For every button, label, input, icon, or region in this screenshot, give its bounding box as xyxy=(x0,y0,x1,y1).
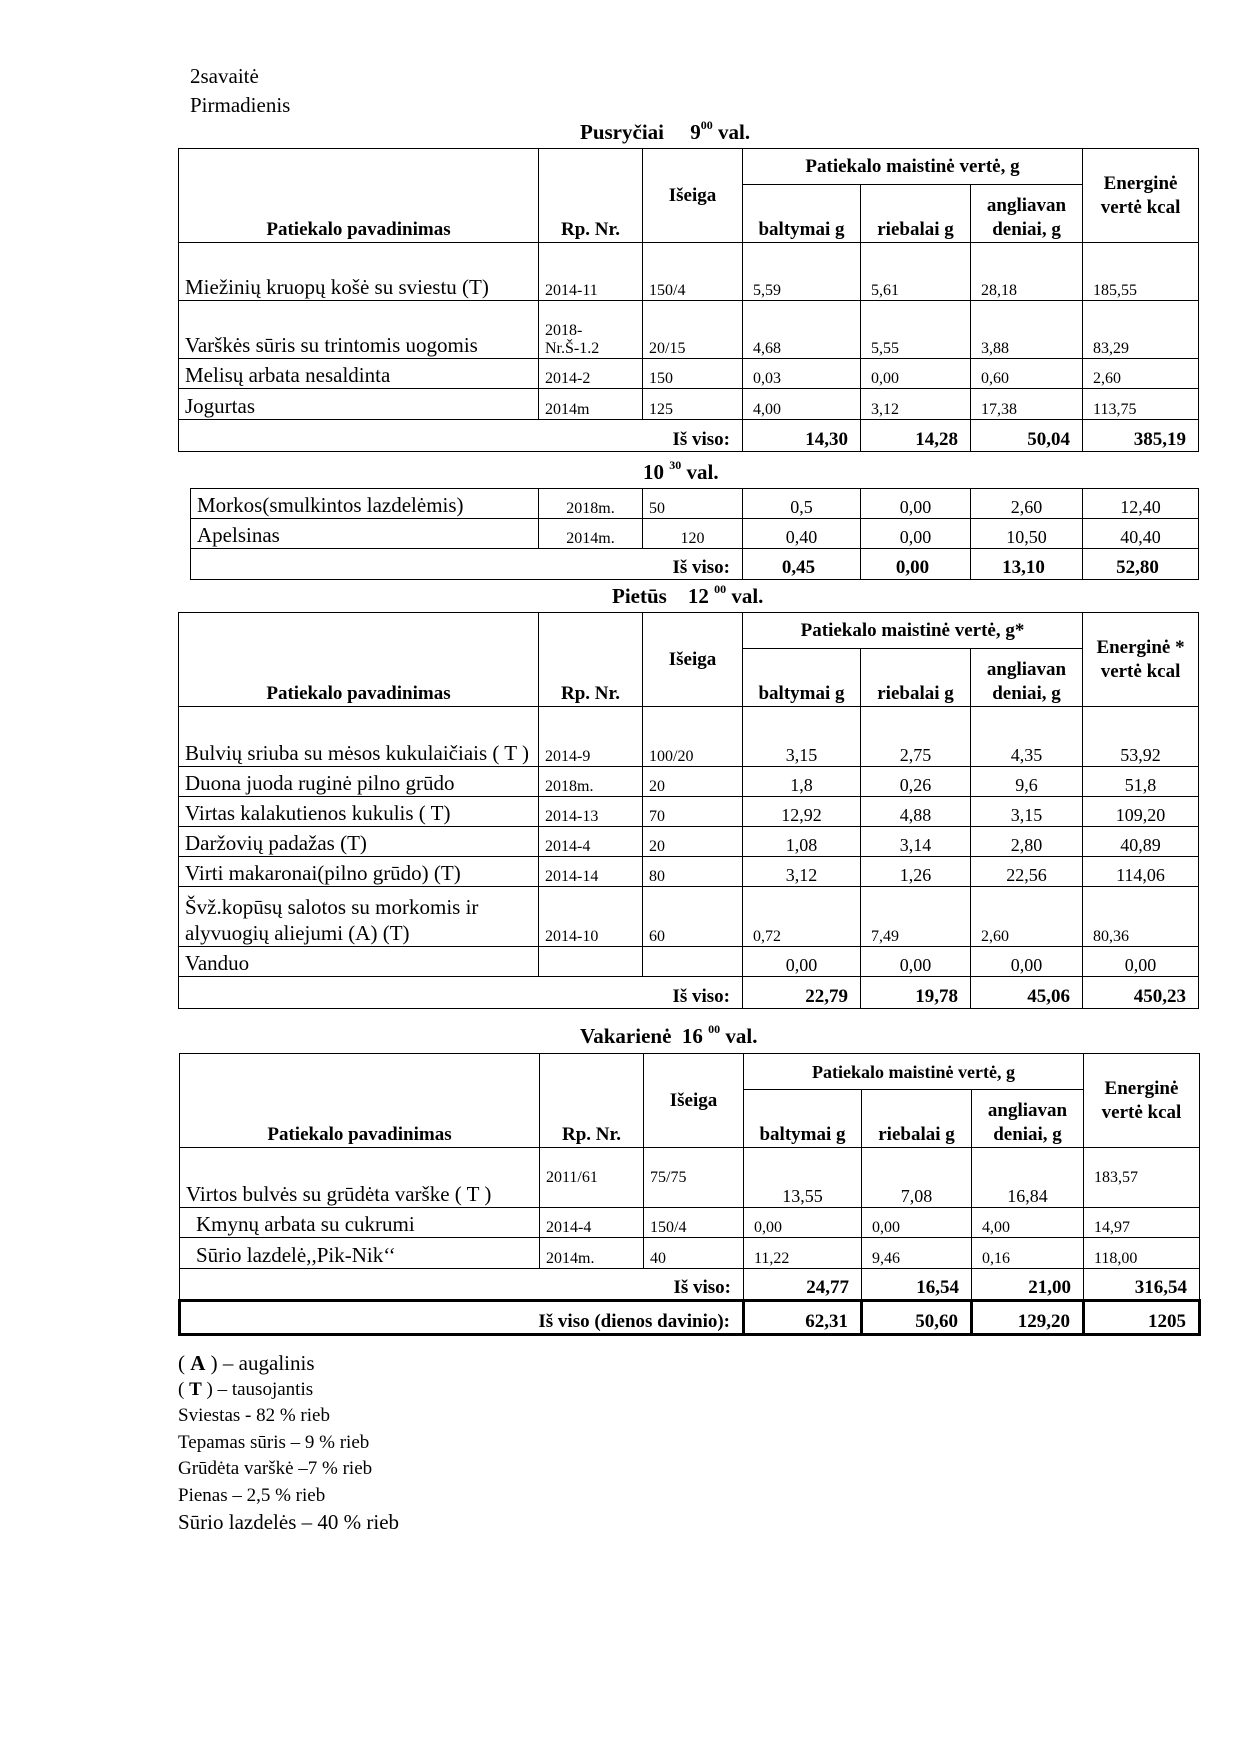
table-row xyxy=(179,947,1199,977)
table-row xyxy=(191,519,1199,549)
recipe-no: 2014-14 xyxy=(539,857,643,887)
protein: 5,59 xyxy=(743,243,861,301)
yield: 50 xyxy=(643,489,743,519)
fat: 2,75 xyxy=(861,707,971,767)
col-nutrition-header: Patiekalo maistinė vertė, g xyxy=(744,1054,1084,1090)
snack-title: 10 $^{30}$ val. xyxy=(643,458,719,484)
col-protein-header: baltymai g xyxy=(744,1090,862,1148)
carbs: 3,15 xyxy=(971,797,1083,827)
col-fat-header: riebalai g xyxy=(861,185,971,243)
total-kcal: 450,23 xyxy=(1083,977,1199,1009)
fat: 0,00 xyxy=(861,947,971,977)
carbs: 22,56 xyxy=(971,857,1083,887)
dish-name: Vanduo xyxy=(179,947,539,977)
total-carbs: 50,04 xyxy=(971,420,1083,452)
table-row xyxy=(179,707,1199,767)
dish-name: Švž.kopūsų salotos su morkomis ir alyvuogių aliejumi (A) (T) xyxy=(179,887,539,947)
recipe-no: 2011/61 xyxy=(540,1148,644,1208)
note-cheese-sticks: Sūrio lazdelės – 40 % rieb xyxy=(178,1510,400,1534)
carbs: 4,00 xyxy=(972,1208,1084,1238)
dish-name: Virti makaronai(pilno grūdo) (T) xyxy=(179,857,539,887)
kcal: 185,55 xyxy=(1083,243,1199,301)
table-row xyxy=(180,1238,1200,1269)
protein: 1,08 xyxy=(743,827,861,857)
col-fat-header: riebalai g xyxy=(862,1090,972,1148)
yield: 60 xyxy=(643,887,743,947)
col-energy-header: Energinė vertė kcal xyxy=(1084,1054,1200,1148)
table-row xyxy=(179,887,1199,947)
col-fat-header: riebalai g xyxy=(861,649,971,707)
carbs: 2,60 xyxy=(971,887,1083,947)
col-carbs-header: angliavan deniai, g xyxy=(971,649,1083,707)
carbs: 28,18 xyxy=(971,243,1083,301)
col-energy-header: Energinė * vertė kcal xyxy=(1083,613,1199,707)
table-row xyxy=(179,301,1199,359)
carbs: 2,80 xyxy=(971,827,1083,857)
recipe-no: 2014m. xyxy=(540,1238,644,1269)
table-row xyxy=(179,243,1199,301)
fat: 4,88 xyxy=(861,797,971,827)
yield: 40 xyxy=(644,1238,744,1269)
recipe-no: 2018-Nr.Š-1.2 xyxy=(539,301,643,359)
table-row xyxy=(179,767,1199,797)
total-fat: 19,78 xyxy=(861,977,971,1009)
fat: 5,55 xyxy=(861,301,971,359)
dinner-table xyxy=(178,1053,1201,1336)
fat: 1,26 xyxy=(861,857,971,887)
dish-name: Sūrio lazdelė,,Pik-Nik‘‘ xyxy=(180,1238,540,1269)
note-milk: Pienas – 2,5 % rieb xyxy=(178,1484,326,1506)
col-yield-header: Išeiga xyxy=(643,149,743,243)
day-total-protein: 62,31 xyxy=(744,1301,862,1335)
recipe-no: 2018m. xyxy=(539,767,643,797)
note-a: ( A ) – augalinis xyxy=(178,1351,315,1375)
dish-name: Apelsinas xyxy=(191,519,539,549)
yield: 80 xyxy=(643,857,743,887)
kcal: 114,06 xyxy=(1083,857,1199,887)
total-label: Iš viso: xyxy=(179,977,743,1009)
breakfast-title: Pusryčiai $9^{00}$ val. xyxy=(580,118,751,144)
table-row xyxy=(179,389,1199,420)
kcal: 2,60 xyxy=(1083,359,1199,389)
dish-name: Daržovių padažas (T) xyxy=(179,827,539,857)
yield: 70 xyxy=(643,797,743,827)
fat: 0,00 xyxy=(861,519,971,549)
protein: 3,15 xyxy=(743,707,861,767)
carbs: 3,88 xyxy=(971,301,1083,359)
carbs: 9,6 xyxy=(971,767,1083,797)
day-total-kcal: 1205 xyxy=(1084,1301,1200,1335)
recipe-no: 2018m. xyxy=(539,489,643,519)
kcal: 183,57 xyxy=(1084,1148,1200,1208)
dinner-title: Vakarienė 16 $^{00}$ val. xyxy=(580,1022,758,1048)
protein: 0,00 xyxy=(743,947,861,977)
col-name-header: Patiekalo pavadinimas xyxy=(179,149,539,243)
kcal: 40,89 xyxy=(1083,827,1199,857)
total-row xyxy=(179,977,1199,1009)
total-carbs: 13,10 xyxy=(971,549,1083,580)
kcal: 80,36 xyxy=(1083,887,1199,947)
total-row xyxy=(191,549,1199,580)
kcal: 12,40 xyxy=(1083,489,1199,519)
kcal: 14,97 xyxy=(1084,1208,1200,1238)
day-label: Pirmadienis xyxy=(190,93,291,117)
dish-name: Miežinių kruopų košė su sviestu (T) xyxy=(179,243,539,301)
note-spread-cheese: Tepamas sūris – 9 % rieb xyxy=(178,1431,370,1453)
breakfast-table xyxy=(178,148,1199,452)
dish-name: Virtas kalakutienos kukulis ( T) xyxy=(179,797,539,827)
fat: 9,46 xyxy=(862,1238,972,1269)
recipe-no: 2014-13 xyxy=(539,797,643,827)
dish-name: Melisų arbata nesaldinta xyxy=(179,359,539,389)
col-energy-header: Energinė vertė kcal xyxy=(1083,149,1199,243)
carbs: 17,38 xyxy=(971,389,1083,420)
total-label: Iš viso: xyxy=(191,549,743,580)
total-protein: 22,79 xyxy=(743,977,861,1009)
protein: 3,12 xyxy=(743,857,861,887)
yield: 120 xyxy=(643,519,743,549)
fat: 0,00 xyxy=(862,1208,972,1238)
protein: 0,5 xyxy=(743,489,861,519)
table-row xyxy=(179,359,1199,389)
fat: 0,26 xyxy=(861,767,971,797)
col-protein-header: baltymai g xyxy=(743,649,861,707)
protein: 0,72 xyxy=(743,887,861,947)
yield: 150 xyxy=(643,359,743,389)
note-butter: Sviestas - 82 % rieb xyxy=(178,1405,330,1426)
recipe-no: 2014m xyxy=(539,389,643,420)
recipe-no: 2014m. xyxy=(539,519,643,549)
recipe-no: 2014-4 xyxy=(540,1208,644,1238)
kcal: 113,75 xyxy=(1083,389,1199,420)
dish-name: Duona juoda ruginė pilno grūdo xyxy=(179,767,539,797)
carbs: 16,84 xyxy=(972,1148,1084,1208)
table-row xyxy=(179,827,1199,857)
total-protein: 0,45 xyxy=(743,549,861,580)
col-name-header: Patiekalo pavadinimas xyxy=(180,1054,540,1148)
yield: 125 xyxy=(643,389,743,420)
total-fat: 14,28 xyxy=(861,420,971,452)
table-row xyxy=(180,1208,1200,1238)
kcal: 118,00 xyxy=(1084,1238,1200,1269)
kcal: 53,92 xyxy=(1083,707,1199,767)
col-name-header: Patiekalo pavadinimas xyxy=(179,613,539,707)
col-yield-header: Išeiga xyxy=(644,1054,744,1148)
col-nutrition-header: Patiekalo maistinė vertė, g xyxy=(743,149,1083,185)
lunch-title: Pietūs 12 $^{00}$ val. xyxy=(612,582,764,608)
carbs: 4,35 xyxy=(971,707,1083,767)
dish-name: Bulvių sriuba su mėsos kukulaičiais ( T ) xyxy=(179,707,539,767)
protein: 1,8 xyxy=(743,767,861,797)
yield: 20/15 xyxy=(643,301,743,359)
protein: 12,92 xyxy=(743,797,861,827)
protein: 0,03 xyxy=(743,359,861,389)
protein: 13,55 xyxy=(744,1148,862,1208)
week-label: 2savaitė xyxy=(190,64,259,88)
col-yield-header: Išeiga xyxy=(643,613,743,707)
total-protein: 14,30 xyxy=(743,420,861,452)
yield xyxy=(643,947,743,977)
protein: 11,22 xyxy=(744,1238,862,1269)
yield: 20 xyxy=(643,767,743,797)
yield: 150/4 xyxy=(644,1208,744,1238)
kcal: 40,40 xyxy=(1083,519,1199,549)
yield: 150/4 xyxy=(643,243,743,301)
total-carbs: 21,00 xyxy=(972,1269,1084,1301)
day-total-label: Iš viso (dienos davinio): xyxy=(180,1301,744,1335)
recipe-no: 2014-11 xyxy=(539,243,643,301)
table-row xyxy=(179,797,1199,827)
total-fat: 16,54 xyxy=(862,1269,972,1301)
carbs: 2,60 xyxy=(971,489,1083,519)
dish-name: Virtos bulvės su grūdėta varške ( T ) xyxy=(180,1148,540,1208)
fat: 3,14 xyxy=(861,827,971,857)
total-kcal: 385,19 xyxy=(1083,420,1199,452)
note-cottage: Grūdėta varškė –7 % rieb xyxy=(178,1458,373,1479)
table-row xyxy=(179,857,1199,887)
total-carbs: 45,06 xyxy=(971,977,1083,1009)
kcal: 109,20 xyxy=(1083,797,1199,827)
protein: 4,00 xyxy=(743,389,861,420)
fat: 7,49 xyxy=(861,887,971,947)
dish-name: Kmynų arbata su cukrumi xyxy=(180,1208,540,1238)
day-total-row xyxy=(180,1301,1200,1335)
carbs: 0,16 xyxy=(972,1238,1084,1269)
recipe-no xyxy=(539,947,643,977)
carbs: 10,50 xyxy=(971,519,1083,549)
dish-name: Varškės sūris su trintomis uogomis xyxy=(179,301,539,359)
dish-name: Morkos(smulkintos lazdelėmis) xyxy=(191,489,539,519)
protein: 4,68 xyxy=(743,301,861,359)
col-rp-header: Rp. Nr. xyxy=(540,1054,644,1148)
recipe-no: 2014-10 xyxy=(539,887,643,947)
table-row xyxy=(191,489,1199,519)
note-t: ( T ) – tausojantis xyxy=(178,1378,314,1400)
yield: 20 xyxy=(643,827,743,857)
legend-notes xyxy=(178,1350,399,1536)
recipe-no: 2014-9 xyxy=(539,707,643,767)
yield: 100/20 xyxy=(643,707,743,767)
lunch-table xyxy=(178,612,1199,1009)
recipe-no: 2014-2 xyxy=(539,359,643,389)
kcal: 83,29 xyxy=(1083,301,1199,359)
col-protein-header: baltymai g xyxy=(743,185,861,243)
total-fat: 0,00 xyxy=(861,549,971,580)
kcal: 0,00 xyxy=(1083,947,1199,977)
total-label: Iš viso: xyxy=(179,420,743,452)
fat: 0,00 xyxy=(861,359,971,389)
day-total-carbs: 129,20 xyxy=(972,1301,1084,1335)
total-protein: 24,77 xyxy=(744,1269,862,1301)
fat: 7,08 xyxy=(862,1148,972,1208)
yield: 75/75 xyxy=(644,1148,744,1208)
recipe-no: 2014-4 xyxy=(539,827,643,857)
total-label: Iš viso: xyxy=(180,1269,744,1301)
table-row xyxy=(180,1148,1200,1208)
col-carbs-header: angliavan deniai, g xyxy=(972,1090,1084,1148)
carbs: 0,00 xyxy=(971,947,1083,977)
total-kcal: 52,80 xyxy=(1083,549,1199,580)
snack-table xyxy=(190,488,1199,580)
fat: 0,00 xyxy=(861,489,971,519)
col-carbs-header: angliavan deniai, g xyxy=(971,185,1083,243)
protein: 0,40 xyxy=(743,519,861,549)
fat: 5,61 xyxy=(861,243,971,301)
day-total-fat: 50,60 xyxy=(862,1301,972,1335)
carbs: 0,60 xyxy=(971,359,1083,389)
col-rp-header: Rp. Nr. xyxy=(539,149,643,243)
total-row xyxy=(180,1269,1200,1301)
kcal: 51,8 xyxy=(1083,767,1199,797)
total-kcal: 316,54 xyxy=(1084,1269,1200,1301)
col-nutrition-header: Patiekalo maistinė vertė, g* xyxy=(743,613,1083,649)
dish-name: Jogurtas xyxy=(179,389,539,420)
col-rp-header: Rp. Nr. xyxy=(539,613,643,707)
total-row xyxy=(179,420,1199,452)
fat: 3,12 xyxy=(861,389,971,420)
protein: 0,00 xyxy=(744,1208,862,1238)
